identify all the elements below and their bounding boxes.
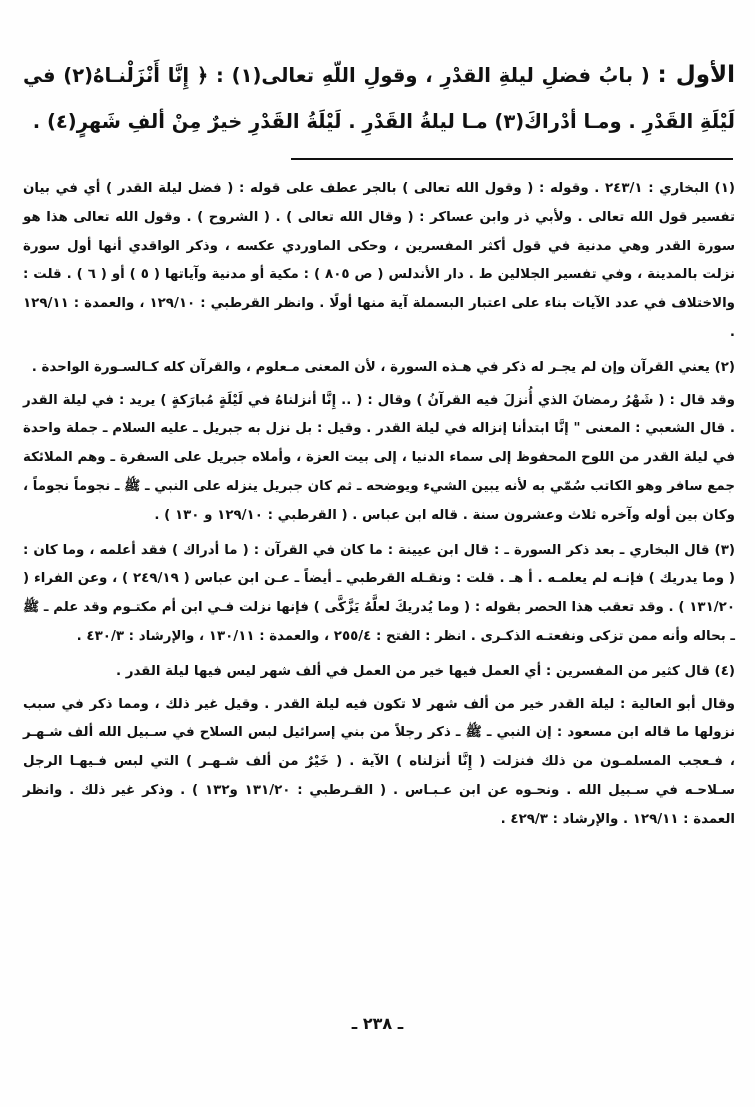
main-body: ( بابُ فضلِ ليلةِ القدْرِ ، وقولِ اللّهِ تعالى(١) : ﴿ إِنَّا أَنْزَلْنـاهُ(٢) في لَيْلَةِ القَدْرِ . ومـا أدْراكَ(٣) مـا ليلةُ القَدْرِ . لَيْلَةُ القَدْرِ خيرٌ مِنْ ألفِ شَهرٍ(٤) . — [23, 64, 735, 133]
footnote-3 — [23, 537, 735, 652]
page-number: ـ ٢٣٨ ـ — [351, 1014, 404, 1033]
footnote-1 — [23, 175, 735, 348]
footnote-paragraph: وقد قال : ( شَهْرُ رمضانَ الذي أُنزلَ فيه القرآنُ ) وقال : ( .. إِنَّا أنزلناهُ في لَيْلَةٍ مُبارَكةٍ ) يريد : في ليلة القدر . قال الشعبي : المعنى " إنَّا ابتدأنا إنزاله في ليلة القدر . وقيل : بل نزل به جبريل ـ عليه السلام ـ جملة واحدة في ليلة القدر من اللوح المحفوظ إلى سماء الدنيا ، إلى بيت العزة ، وأملاه جبريل على السفرة ـ وهم الملائكة جمع سافر وهو الكاتب سُمّي به لأنه يبين الشيء ويوضحه ـ ثم كان جبريل ينزله على النبي ـ ﷺ ـ نجوماً نجوماً ، وكان بين أوله وآخره ثلاث وعشرون سنة . قاله ابن عباس . ( القرطبي : ١٢٩/١٠ و ١٣٠ ) . — [23, 392, 735, 523]
footnote-separator — [291, 158, 733, 160]
footnote-paragraph: (٤) قال كثير من المفسرين : أي العمل فيها خير من العمل في ألف شهر ليس فيها ليلة القدر . — [115, 663, 735, 679]
main-text — [23, 52, 735, 145]
footnote-4 — [23, 658, 735, 835]
footnote-paragraph: (٣) قال البخاري ـ بعد ذكر السورة ـ : قال ابن عيينة : ما كان في القرآن : ( ما أدراك ) فقد أعلمه ، وما كان : ( وما يدريك ) فإنـه لم يعلمـه . أ هـ . قلت : ونقـله القرطبي ـ أيضاً ـ عـن ابن عباس ( ٢٤٩/١٩ ) ، وعن الفراء ( ١٣١/٢٠ ) . وقد تعقب هذا الحصر بقوله : ( وما يُدريكَ لعلَّهُ يَزَّكَّى ) فإنها نزلت فـي ابن أم مكتـوم وقد علم ـ ﷺ ـ بحاله وأنه ممن تزكى ونفعتـه الذكـرى . انظر : الفتح : ٢٥٥/٤ ، والعمدة : ١٣٠/١١ ، والإرشاد : ٤٣٠/٣ . — [23, 542, 735, 644]
section-lead: الأول : — [657, 62, 736, 88]
footnote-paragraph: (٢) يعني القرآن وإن لم يجـر له ذكر في هـذه السورة ، لأن المعنى مـعلوم ، والقرآن كله كـالسـورة الواحدة . — [31, 359, 735, 375]
footnotes — [23, 175, 735, 841]
footnote-2 — [23, 354, 735, 531]
footnote-paragraph: وقال أبو العالية : ليلة القدر خير من ألف شهر لا تكون فيه ليلة القدر . وقيل غير ذلك ، ومما ذكر في سبب نزولها ما قاله ابن مسعود : إن النبي ـ ﷺ ـ ذكر رجلاً من بني إسرائيل لبس السلاح في سـبيل الله ألف شـهـر ، فـعجب المسلمـون من ذلك فنزلت ( إِنَّا أنزلناه ) الآية . ( خَيْرٌ من ألف شـهـر ) التي لبس فـيهـا الرجل سـلاحـه في سـبيل الله . ونحـوه عن ابن عـبـاس . ( القـرطبي : ١٣١/٢٠ و١٣٢ ) . وذكر غير ذلك . وانظر العمدة : ١٢٩/١١ . والإرشاد : ٤٢٩/٣ . — [23, 696, 735, 827]
footnote-paragraph: (١) البخاري : ٢٤٣/١ . وقوله : ( وقول الله تعالى ) بالجر عطف على قوله : ( فضل ليلة القدر ) أي في بيان تفسير قول الله تعالى . ولأبي ذر وابن عساكر : ( وقال الله تعالى ) . ( الشروح ) . وقول الله تعالى هذا هو سورة القدر وهي مدنية في قول أكثر المفسرين ، وحكى الماوردي عكسه ، وذكر الواقدي أنها أول سورة نزلت بالمدينة ، وفي تفسير الجلالين ط . دار الأندلس ( ص ٨٠٥ ) : مكية أو مدنية وآياتها ( ٥ ) أو ( ٦ ) . قلت : والاختلاف في عدد الآيات بناء على اعتبار البسملة آية منها أولًا . وانظر القرطبي : ١٢٩/١٠ ، والعمدة : ١٢٩/١١ . — [23, 181, 735, 340]
